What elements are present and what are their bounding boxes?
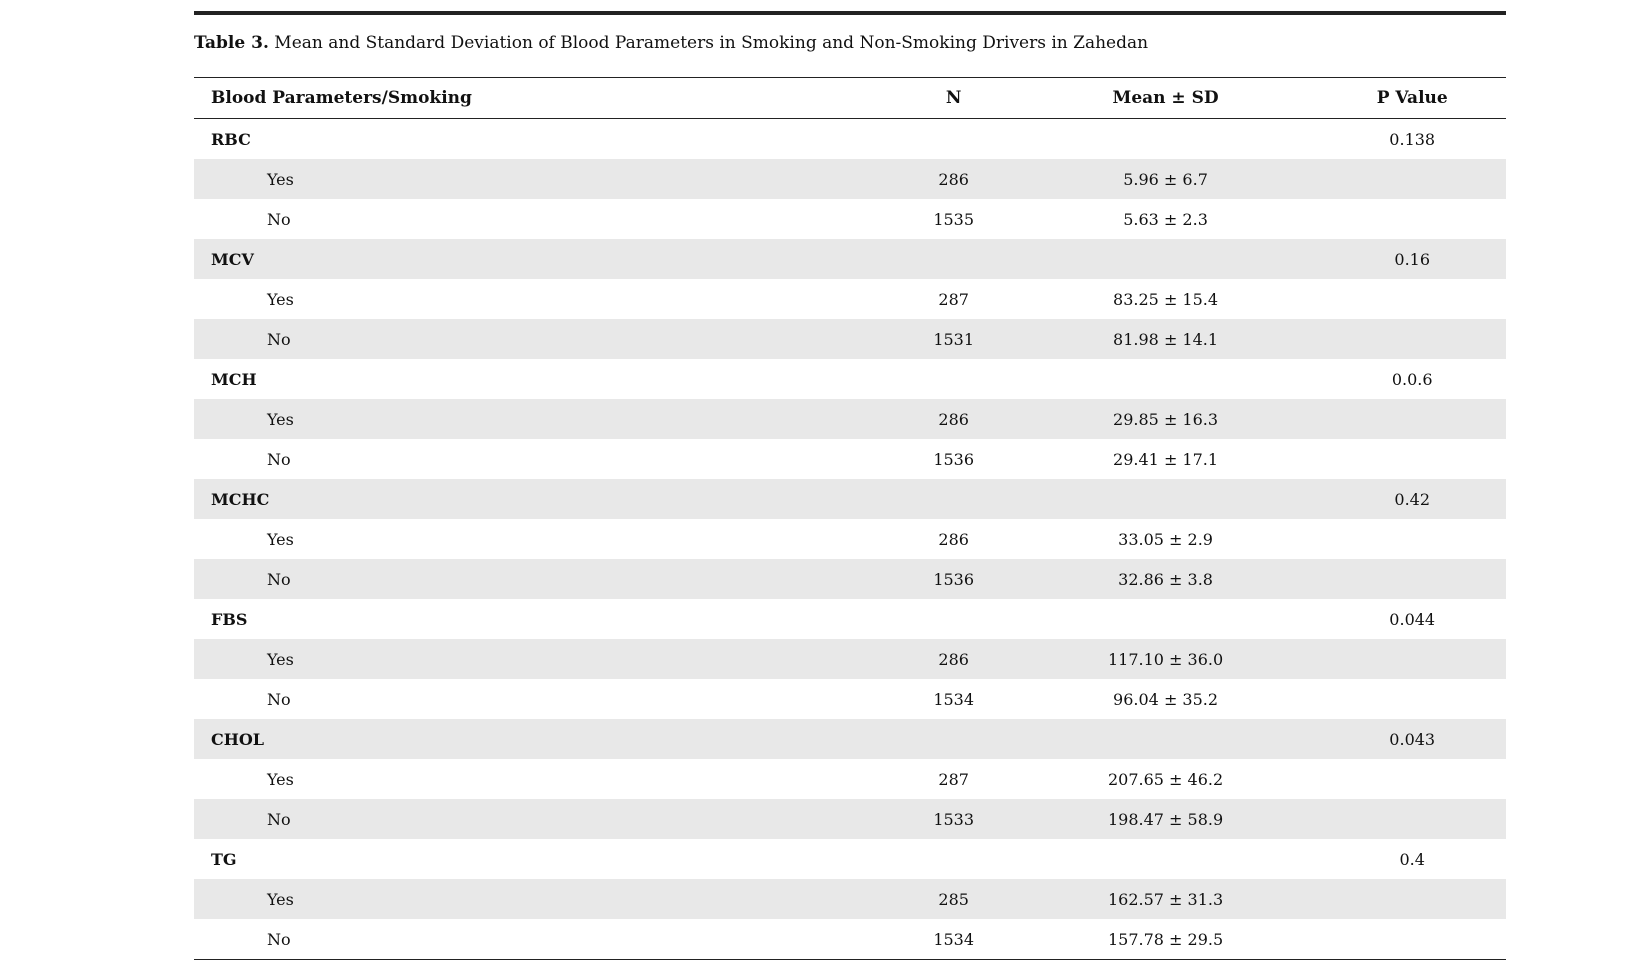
group-name: TG — [211, 849, 237, 869]
group-name: FBS — [211, 609, 248, 629]
row-mean-sd: 162.57 ± 31.3 — [1013, 879, 1319, 919]
group-row-fbs — [194, 599, 1506, 639]
row-mean-sd: 32.86 ± 3.8 — [1013, 559, 1319, 599]
row-mean-sd: 83.25 ± 15.4 — [1113, 289, 1219, 309]
row-n: 1533 — [895, 799, 1013, 839]
row-n: 286 — [938, 529, 969, 549]
row-mean-sd: 157.78 ± 29.5 — [1013, 919, 1319, 960]
row-label: Yes — [194, 159, 895, 199]
header-parameter: Blood Parameters/Smoking — [194, 78, 895, 119]
row-mean-sd: 81.98 ± 14.1 — [1013, 319, 1319, 359]
table-row — [194, 159, 1506, 199]
row-n: 1535 — [933, 209, 975, 229]
row-mean-sd: 29.85 ± 16.3 — [1013, 399, 1319, 439]
row-n: 286 — [895, 159, 1013, 199]
p-value: 0.16 — [1318, 239, 1506, 279]
table-row — [194, 319, 1506, 359]
group-name: MCH — [211, 369, 257, 389]
header-mean-sd: Mean ± SD — [1013, 78, 1319, 119]
row-label: No — [267, 209, 291, 229]
p-value: 0.0.6 — [1391, 369, 1433, 389]
row-label: Yes — [267, 529, 294, 549]
row-label: No — [194, 799, 895, 839]
group-name: RBC — [211, 129, 251, 149]
table-label: Table 3. — [194, 33, 269, 53]
row-mean-sd: 198.47 ± 58.9 — [1013, 799, 1319, 839]
row-mean-sd: 33.05 ± 2.9 — [1118, 529, 1213, 549]
p-value: 0.043 — [1318, 719, 1506, 759]
row-n: 285 — [895, 879, 1013, 919]
table-figure — [194, 11, 1506, 960]
row-mean-sd: 5.63 ± 2.3 — [1123, 209, 1208, 229]
top-rule — [194, 11, 1506, 15]
row-label: No — [194, 559, 895, 599]
p-value: 0.42 — [1318, 479, 1506, 519]
table-row — [194, 199, 1506, 239]
table-row — [194, 439, 1506, 479]
row-n: 287 — [938, 769, 969, 789]
row-label: Yes — [194, 399, 895, 439]
row-mean-sd: 207.65 ± 46.2 — [1107, 769, 1224, 789]
group-row-chol — [194, 719, 1506, 759]
table-row — [194, 279, 1506, 319]
row-n: 287 — [938, 289, 969, 309]
table-row — [194, 519, 1506, 559]
table-row — [194, 679, 1506, 719]
table-row — [194, 919, 1506, 960]
row-label: No — [194, 319, 895, 359]
row-n: 286 — [895, 399, 1013, 439]
group-row-rbc — [194, 119, 1506, 160]
table-row — [194, 879, 1506, 919]
row-mean-sd: 29.41 ± 17.1 — [1113, 449, 1219, 469]
header-p-value: P Value — [1318, 78, 1506, 119]
table-caption-text: Mean and Standard Deviation of Blood Parameters in Smoking and Non-Smoking Drivers in Zahedan — [274, 33, 1149, 53]
row-n: 1534 — [933, 689, 975, 709]
group-name: CHOL — [194, 719, 895, 759]
group-name: MCHC — [194, 479, 895, 519]
p-value: 0.4 — [1399, 849, 1425, 869]
table-row — [194, 559, 1506, 599]
row-label: Yes — [194, 879, 895, 919]
row-n: 1536 — [895, 559, 1013, 599]
blood-parameters-table — [194, 77, 1506, 960]
row-label: Yes — [267, 769, 294, 789]
table-row — [194, 399, 1506, 439]
table-caption — [194, 32, 1506, 54]
group-row-tg — [194, 839, 1506, 879]
p-value: 0.044 — [1389, 609, 1436, 629]
row-n: 1536 — [933, 449, 975, 469]
group-row-mch — [194, 359, 1506, 399]
row-label: No — [267, 689, 291, 709]
group-name: MCV — [194, 239, 895, 279]
table-row — [194, 639, 1506, 679]
row-n: 1534 — [895, 919, 1013, 960]
row-label: No — [194, 919, 895, 960]
group-row-mcv — [194, 239, 1506, 279]
p-value: 0.138 — [1389, 129, 1436, 149]
header-row — [194, 78, 1506, 119]
row-label: Yes — [267, 289, 294, 309]
row-n: 1531 — [895, 319, 1013, 359]
row-n: 286 — [895, 639, 1013, 679]
row-mean-sd: 117.10 ± 36.0 — [1013, 639, 1319, 679]
row-mean-sd: 5.96 ± 6.7 — [1013, 159, 1319, 199]
table-row — [194, 759, 1506, 799]
row-label: Yes — [194, 639, 895, 679]
row-mean-sd: 96.04 ± 35.2 — [1113, 689, 1219, 709]
header-n: N — [895, 78, 1013, 119]
table-row — [194, 799, 1506, 839]
row-label: No — [267, 449, 291, 469]
group-row-mchc — [194, 479, 1506, 519]
